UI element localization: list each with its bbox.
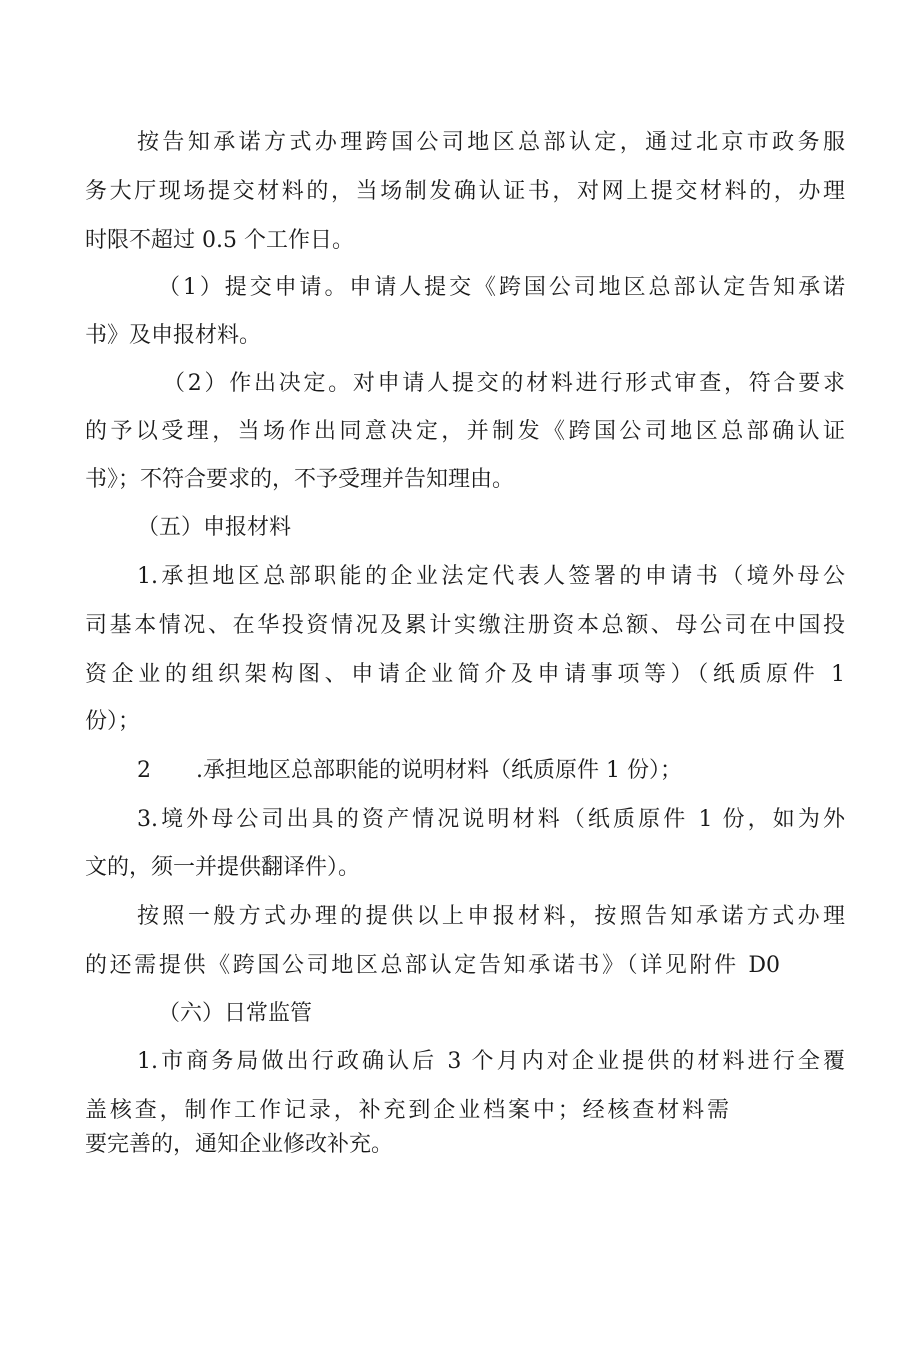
section-heading-5: （五）申报材料 <box>137 515 292 540</box>
item-1-line-2: 司基本情况、在华投资情况及累计实缴注册资本总额、母公司在中国投 <box>85 613 845 638</box>
item-1-line-4: 份）； <box>85 709 141 734</box>
supervision-item-1-line-1: 1.市商务局做出行政确认后 3 个月内对企业提供的材料进行全覆 <box>137 1049 845 1074</box>
item-2-number: 2 <box>137 758 151 783</box>
item-1-line-1: 1.承担地区总部职能的企业法定代表人签署的申请书（境外母公 <box>137 564 845 589</box>
paragraph-1-line-2: 务大厅现场提交材料的，当场制发确认证书，对网上提交材料的，办理 <box>85 179 845 204</box>
step-1-line-2: 书》及申报材料。 <box>85 323 262 348</box>
paragraph-1-line-1: 按告知承诺方式办理跨国公司地区总部认定，通过北京市政务服 <box>137 130 845 155</box>
step-2-line-2: 的予以受理，当场作出同意决定，并制发《跨国公司地区总部确认证 <box>85 419 845 444</box>
supervision-item-1-line-3: 要完善的，通知企业修改补充。 <box>85 1132 394 1157</box>
item-2-text: .承担地区总部职能的说明材料（纸质原件 1 份）； <box>196 758 682 783</box>
item-3-line-1: 3.境外母公司出具的资产情况说明材料（纸质原件 1 份，如为外 <box>137 807 845 832</box>
item-3-line-2: 文的，须一并提供翻译件）。 <box>85 855 361 880</box>
paragraph-4-line-2: 的还需提供《跨国公司地区总部认定告知承诺书》（详见附件 D0 <box>85 953 780 978</box>
paragraph-4-line-1: 按照一般方式办理的提供以上申报材料，按照告知承诺方式办理 <box>137 904 845 929</box>
step-1-line-1: （1）提交申请。申请人提交《跨国公司地区总部认定告知承诺 <box>158 275 845 300</box>
supervision-item-1-line-2: 盖核查，制作工作记录，补充到企业档案中；经核查材料需 <box>85 1098 729 1123</box>
step-2-line-3: 书》；不符合要求的，不予受理并告知理由。 <box>85 467 515 492</box>
paragraph-1-line-3: 时限不超过 0.5 个工作日。 <box>85 228 354 253</box>
section-heading-6: （六）日常监管 <box>158 1001 313 1026</box>
item-1-line-3: 资企业的组织架构图、申请企业简介及申请事项等）（纸质原件 1 <box>85 662 845 687</box>
step-2-line-1: （2）作出决定。对申请人提交的材料进行形式审查，符合要求 <box>163 371 845 396</box>
